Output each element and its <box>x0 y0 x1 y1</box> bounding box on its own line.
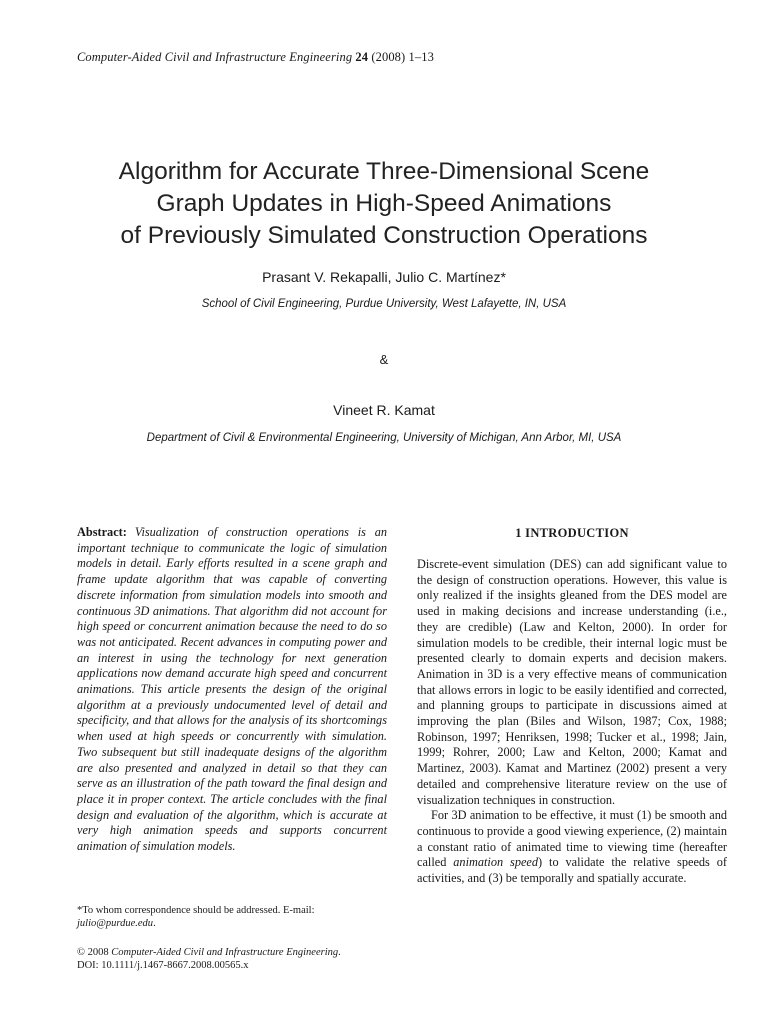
title-line: of Previously Simulated Construction Operations <box>120 222 648 250</box>
authors-group-2: Vineet R. Kamat <box>333 402 435 418</box>
copyright-suffix: . <box>338 947 341 958</box>
ampersand: & <box>379 352 389 367</box>
abstract <box>77 525 387 855</box>
copyright-block <box>77 946 407 972</box>
affiliation-1: School of Civil Engineering, Purdue University, West Lafayette, IN, USA <box>201 298 567 310</box>
copyright-prefix: © 2008 <box>77 947 112 958</box>
section-heading-introduction: 1 INTRODUCTION <box>515 526 629 540</box>
footnote-text: *To whom correspondence should be addressed. E-mail: <box>77 905 315 916</box>
journal-volume: 24 <box>355 50 369 64</box>
copyright-journal: Computer-Aided Civil and Infrastructure Engineering <box>111 947 339 958</box>
footnote-end: . <box>153 918 156 929</box>
paper-title <box>60 156 708 252</box>
intro-p2-emphasis: animation speed <box>453 855 539 870</box>
journal-pages: 1–13 <box>408 50 434 64</box>
journal-year: (2008) <box>371 50 406 64</box>
intro-p2-part-b: ) to validate the relative speeds of activities, and (3) be temporally and spatially accurate. <box>417 855 727 886</box>
affiliation-2: Department of Civil & Environmental Engineering, University of Michigan, Ann Arbor, MI, USA <box>146 432 622 444</box>
journal-header <box>77 50 434 65</box>
footnote-email[interactable]: julio@purdue.edu <box>77 918 154 929</box>
correspondence-footnote <box>77 904 387 930</box>
intro-paragraph-2 <box>417 808 727 887</box>
introduction-body <box>417 557 727 887</box>
abstract-text: Visualization of construction operations is an important technique to communicate the logic of simulation models in detail. Early efforts resulted in a scene graph and frame update algorithm that was capable of converting discrete information from simulation models into smooth and continuous 3D animations. That algorithm did not account for high speed or concurrent animation because the need to do so was not anticipated. Recent advances in computing power and an interest in using the technology for next generation applications now demand accurate high speed and concurrent animations. This article presents the design of the original algorithm at a previously undocumented level of detail and specificity, and that allows for the analysis of its shortcomings when used at high speeds or concurrently with simulation. Two subsequent but still inadequate designs of the algorithm are also presented and analyzed in detail so that they can serve as an illustration of the path toward the final design and place it in proper context. The article concludes with the final design and evaluation of the algorithm, which is accurate at very high animation speeds and supports concurrent animation of simulation models. <box>77 525 387 854</box>
intro-p2-part-a: For 3D animation to be effective, it must (1) be smooth and continuous to provide a good viewing experience, (2) maintain a constant ratio of animated time to viewing time (hereafter called <box>417 808 727 870</box>
title-line: Graph Updates in High-Speed Animations <box>156 190 612 218</box>
title-line: Algorithm for Accurate Three-Dimensional Scene <box>118 158 650 186</box>
intro-paragraph-1: Discrete-event simulation (DES) can add significant value to the design of construction operations. However, this value is only realized if the insights gleaned from the DES model are used in making decisions and increase understanding (i.e., they are credible) (Law and Kelton, 2000). In order for simulation models to be credible, their internal logic must be presented clearly to domain experts and decision makers. Animation in 3D is a very effective means of communication that allows errors in logic to be easily identified and corrected, and planning groups to participate in discussions aimed at improving the plan (Biles and Wilson, 1987; Cox, 1988; Robinson, 1997; Henriksen, 1998; Tucker et al., 1998; Jain, 1999; Rohrer, 2000; Law and Kelton, 2000; Kamat and Martinez, 2003). Kamat and Martinez (2002) present a very detailed and comprehensive literature review on the use of visualization techniques in construction. <box>417 557 727 807</box>
journal-name: Computer-Aided Civil and Infrastructure Engineering <box>77 50 353 64</box>
doi: DOI: 10.1111/j.1467-8667.2008.00565.x <box>77 960 249 971</box>
authors-group-1: Prasant V. Rekapalli, Julio C. Martínez* <box>262 269 506 285</box>
abstract-label: Abstract: <box>77 525 127 539</box>
